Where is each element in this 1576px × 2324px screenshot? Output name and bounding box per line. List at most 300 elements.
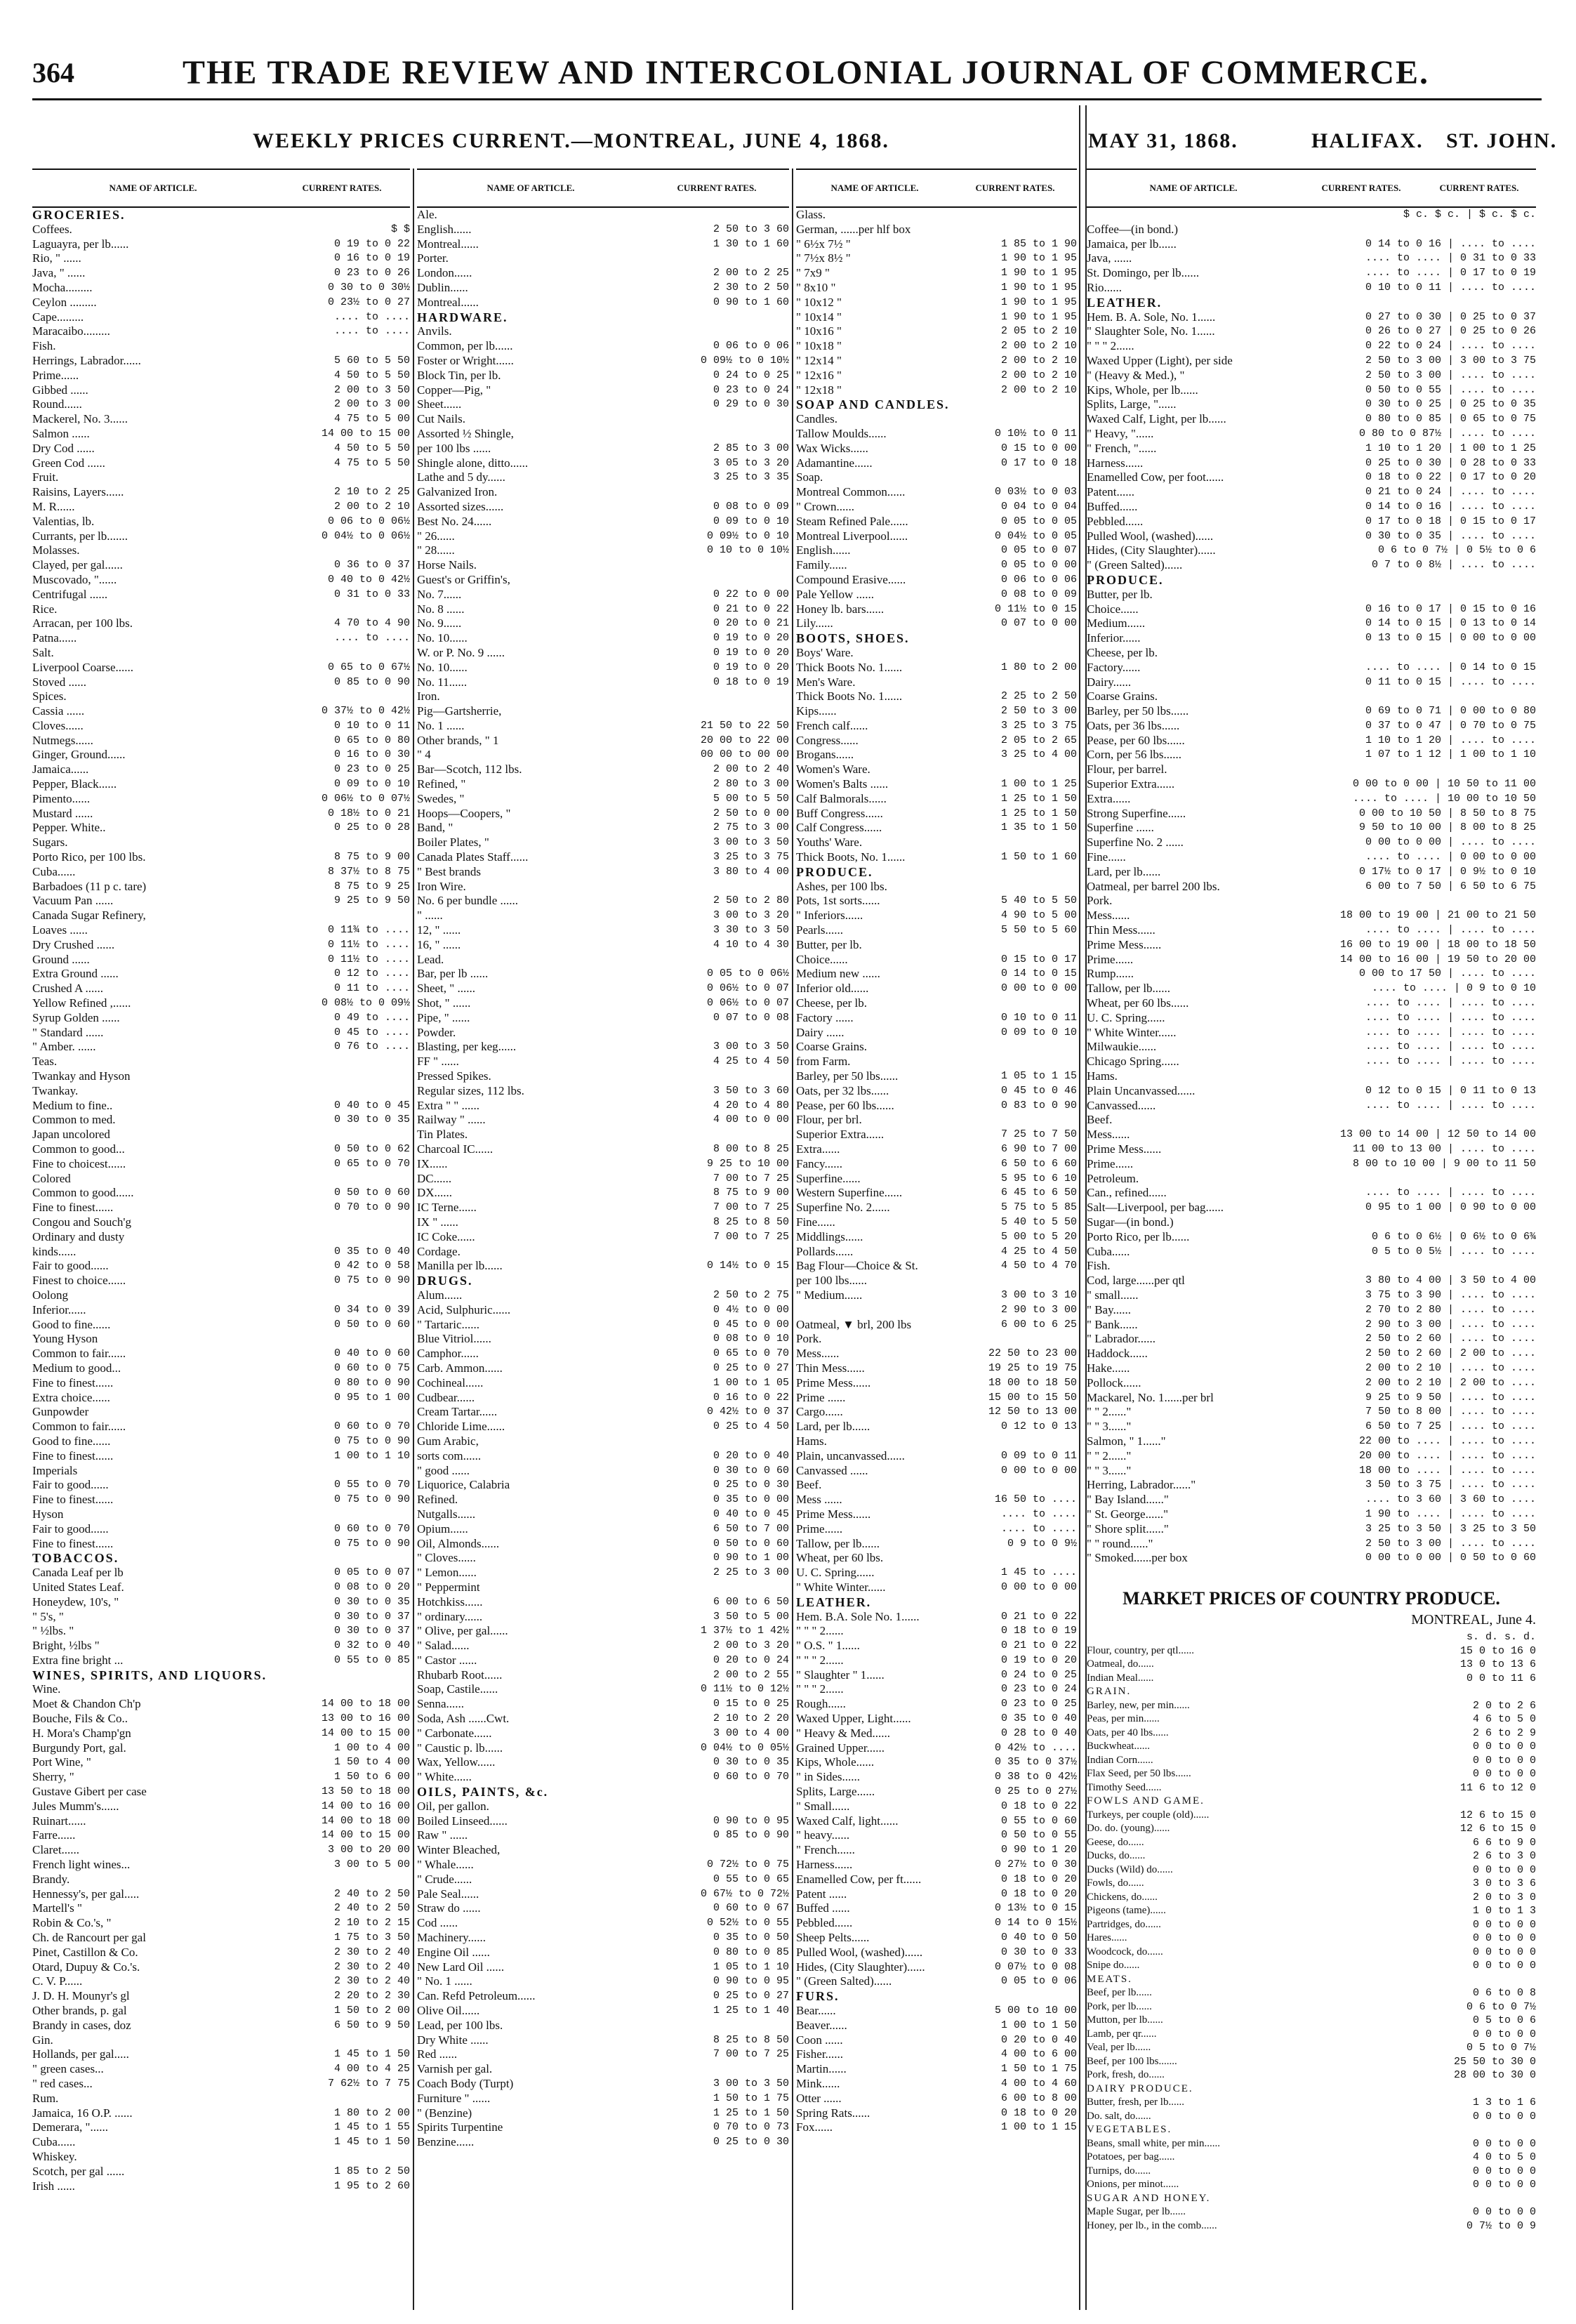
article-name: " Crown......: [796, 499, 854, 513]
article-name: Common, per lb......: [417, 339, 513, 353]
price-row: [1087, 1630, 1536, 1644]
rate-value: 1 37½ to 1 42½: [700, 1625, 789, 1637]
rates-header: CURRENT RATES.: [302, 182, 382, 193]
price-row: [796, 1434, 1077, 1449]
article-name: " Heavy, "......: [1087, 426, 1154, 440]
article-name: Alum......: [417, 1288, 463, 1302]
rate-value: 6 00 to 6 25: [1000, 1318, 1077, 1331]
price-row: [796, 2062, 1077, 2077]
price-row: [417, 1478, 789, 1493]
article-name: Pearls......: [796, 923, 844, 937]
rate-value: 0 25 to 0 27½: [994, 1785, 1077, 1798]
article-name: kinds......: [32, 1244, 77, 1258]
rate-value: 1 05 to 1 15: [1000, 1070, 1077, 1083]
article-name: Flour, per brl.: [796, 1113, 862, 1127]
price-row: [417, 2033, 789, 2048]
article-name: Oatmeal, per barrel 200 lbs.: [1087, 879, 1220, 893]
rate-value: 14 00 to 15 00: [321, 427, 410, 440]
rate-value: 2 50 to 2 60 | 2 00 to ....: [1365, 1347, 1536, 1360]
price-row: [796, 880, 1077, 894]
price-row: [32, 1318, 410, 1333]
price-row: [32, 734, 410, 748]
price-row: [417, 909, 789, 923]
price-row: [32, 397, 410, 412]
article-name: Strong Superfine......: [1087, 806, 1186, 820]
article-name: Foster or Wright......: [417, 353, 514, 367]
article-name: Fair to good......: [32, 1259, 109, 1273]
article-name: Fine to finest......: [32, 1493, 114, 1507]
rate-value: 0 95 to 1 00 | 0 90 to 0 00: [1365, 1201, 1536, 1214]
article-name: Band, ": [417, 821, 453, 835]
section-heading: PRODUCE.: [796, 864, 873, 879]
article-name: Prime......: [32, 368, 79, 382]
article-name: Hotchkiss......: [417, 1595, 483, 1609]
price-row: [1087, 2014, 1536, 2028]
header-rule: [32, 98, 1542, 100]
section-heading: VEGETABLES.: [1087, 2124, 1172, 2135]
rate-value: 0 95 to 1 00: [333, 1391, 410, 1404]
price-row: [417, 1974, 789, 1989]
article-name: Lard, per lb......: [796, 1420, 870, 1434]
price-row: [1087, 1288, 1536, 1303]
price-row: [1087, 1727, 1536, 1741]
price-column-maritime: [1087, 169, 1536, 1566]
article-name: Rum.: [32, 2091, 59, 2105]
article-name: Wine.: [32, 1682, 61, 1696]
price-row: [796, 1770, 1077, 1785]
price-row: [796, 1697, 1077, 1712]
article-name: Otter ......: [796, 2091, 842, 2105]
article-name: Pipe, " ......: [417, 1010, 470, 1024]
price-row: [417, 1347, 789, 1361]
article-name: Nutgalls......: [417, 1507, 476, 1521]
rate-value: 0 0 to 0 0: [1472, 1960, 1536, 1972]
article-name: Hams.: [1087, 1069, 1118, 1083]
price-row: [32, 762, 410, 777]
article-name: Oil, Almonds......: [417, 1536, 500, 1550]
rate-value: 0 90 to 0 95: [713, 1975, 789, 1988]
rate-value: 2 05 to 2 10: [1000, 325, 1077, 338]
price-row: [32, 1288, 410, 1303]
article-name: Factory ......: [796, 1010, 854, 1024]
article-name: Spirits Turpentine: [417, 2120, 503, 2134]
rate-value: 0 36 to 0 37: [333, 559, 410, 572]
article-name: Flour, per barrel.: [1087, 762, 1167, 777]
article-name: Dry White ......: [417, 2033, 489, 2047]
rate-value: 0 00 to 17 50 | .... to ....: [1358, 968, 1536, 980]
price-row: [796, 2033, 1077, 2048]
price-row: [796, 1682, 1077, 1697]
rate-value: 2 50 to 2 75: [713, 1288, 789, 1301]
price-row: [796, 1522, 1077, 1537]
article-name: Calf Balmorals......: [796, 791, 887, 805]
article-name: Pepper. White..: [32, 821, 106, 835]
price-row: [796, 588, 1077, 602]
article-name: Furniture " ......: [417, 2091, 491, 2105]
article-name: Grained Upper......: [796, 1741, 885, 1755]
article-name: " Caustic p. lb......: [417, 1741, 503, 1755]
market-title: MARKET PRICES OF COUNTRY PRODUCE.: [1123, 1588, 1500, 1609]
article-name: No. 10......: [417, 660, 468, 674]
rate-value: 8 00 to 10 00 | 9 00 to 11 50: [1352, 1157, 1536, 1170]
rate-value: 0 05 to 0 06½: [706, 968, 789, 980]
article-name: Herring, Labrador......": [1087, 1478, 1196, 1492]
rate-value: 0 0 to 11 6: [1466, 1672, 1536, 1684]
rate-value: 21 50 to 22 50: [700, 719, 789, 732]
price-row: [796, 1201, 1077, 1215]
rate-value: .... to .... | 0 17 to 0 19: [1365, 267, 1536, 279]
price-row: [1087, 616, 1536, 631]
article-name: Engine Oil ......: [417, 1945, 490, 1959]
rate-value: 0 16 to 0 17 | 0 15 to 0 16: [1365, 602, 1536, 615]
article-name: Cod, large......per qtl: [1087, 1274, 1185, 1288]
rate-value: 0 65 to 0 70: [713, 1347, 789, 1360]
price-row: [32, 1040, 410, 1055]
rate-value: 0 12 to 0 13: [1000, 1420, 1077, 1433]
article-name: Liverpool Coarse......: [32, 660, 133, 674]
rate-value: 0 45 to 0 00: [713, 1318, 789, 1331]
price-row: [796, 1011, 1077, 1026]
article-name: Teas.: [32, 1055, 58, 1069]
price-row: [32, 2019, 410, 2033]
rate-value: 0 04½ to 0 06½: [321, 529, 410, 542]
price-row: [417, 1113, 789, 1128]
price-row: [1087, 1507, 1536, 1522]
rate-value: 1 00 to 1 25: [1000, 778, 1077, 791]
price-row: [32, 616, 410, 631]
rate-value: 0 16 to 0 19: [333, 252, 410, 265]
rate-value: 0 16 to 0 22: [713, 1391, 789, 1404]
price-row: [417, 1653, 789, 1668]
price-row: [796, 1537, 1077, 1552]
rate-value: .... to .... | .... to ....: [1365, 1099, 1536, 1111]
rate-value: 0 11 to 0 15 | .... to ....: [1365, 675, 1536, 688]
article-name: Hem. B.A. Sole No. 1......: [796, 1609, 920, 1623]
rate-value: 4 50 to 5 50: [333, 369, 410, 381]
rate-value: 4 00 to 0 00: [713, 1114, 789, 1126]
article-name: Tallow, per lb......: [796, 1536, 880, 1550]
price-row: [1087, 500, 1536, 515]
price-row: [1087, 762, 1536, 777]
price-row: [32, 1391, 410, 1406]
price-row: [417, 689, 789, 704]
price-row: [417, 675, 789, 690]
price-row: [32, 821, 410, 836]
article-name: Chickens, do......: [1087, 1891, 1158, 1903]
price-row: [417, 2120, 789, 2135]
rate-value: 1 00 to 1 10: [333, 1449, 410, 1462]
article-name: Salt—Liverpool, per bag......: [1087, 1201, 1224, 1215]
article-name: Congress......: [796, 733, 859, 747]
column-rows: [796, 208, 1077, 2135]
rate-value: 0 30 to 0 37: [333, 1610, 410, 1623]
article-name: Raw " ......: [417, 1828, 468, 1842]
price-row: [796, 529, 1077, 544]
price-row: [796, 894, 1077, 909]
price-row: [796, 1653, 1077, 1668]
article-name: " ½lbs. ": [32, 1624, 74, 1638]
article-name: Women's Ware.: [796, 762, 870, 777]
price-row: [32, 1245, 410, 1260]
article-name: M. R......: [32, 499, 75, 513]
article-name: Wax, Yellow......: [417, 1755, 496, 1769]
rate-value: 2 30 to 2 40: [333, 1975, 410, 1988]
article-name: Can., refined......: [1087, 1186, 1167, 1200]
section-heading: FOWLS AND GAME.: [1087, 1795, 1205, 1807]
price-row: [417, 938, 789, 953]
price-row: [32, 923, 410, 938]
price-row: [32, 938, 410, 953]
price-row: [417, 588, 789, 602]
article-name: Waxed Calf, light......: [796, 1814, 899, 1828]
price-row: [417, 1011, 789, 1026]
rate-value: 0 18 to 0 19: [1000, 1625, 1077, 1637]
rate-value: 22 50 to 23 00: [988, 1347, 1077, 1360]
rate-value: 0 34 to 0 39: [333, 1303, 410, 1316]
rate-value: 5 60 to 5 50: [333, 354, 410, 367]
rate-value: 0 7 to 0 8½ | .... to ....: [1371, 559, 1536, 572]
rate-value: 1 90 to 1 95: [1000, 281, 1077, 293]
price-row: [1087, 2068, 1536, 2082]
article-name: Pepper, Black......: [32, 777, 117, 791]
price-row: [32, 953, 410, 968]
article-name: Superior Extra......: [1087, 777, 1175, 791]
article-name: Turnips, do......: [1087, 2165, 1151, 2177]
rate-value: 2 00 to 2 10: [1000, 340, 1077, 352]
article-name: English......: [796, 543, 851, 557]
price-row: [417, 1624, 789, 1639]
price-row: [1087, 1201, 1536, 1215]
rate-value: 0 08 to 0 10: [713, 1333, 789, 1345]
price-row: [796, 383, 1077, 398]
rate-value: 0 25 to 0 28: [333, 821, 410, 834]
rate-value: 0 19 to 0 22: [333, 237, 410, 250]
article-name: Inferior old......: [796, 982, 869, 996]
article-name: Boys' Ware.: [796, 645, 854, 659]
rate-value: 0 12 to 0 15 | 0 11 to 0 13: [1365, 1084, 1536, 1097]
article-name: Mess......: [796, 1347, 840, 1361]
article-name: Coarse Grains.: [1087, 689, 1158, 704]
article-name: Spring Rats......: [796, 2106, 870, 2120]
price-row: [796, 1828, 1077, 1843]
rate-value: 2 50 to 2 80: [713, 894, 789, 907]
price-row: [417, 865, 789, 880]
price-row: [417, 1843, 789, 1858]
article-name: Steam Refined Pale......: [796, 514, 908, 528]
article-name: Olive Oil......: [417, 2004, 480, 2018]
article-name: Twankay.: [32, 1083, 79, 1097]
article-name: " White Winter......: [796, 1580, 886, 1594]
price-row: [417, 442, 789, 456]
article-name: " red cases...: [32, 2077, 93, 2090]
rate-value: 0 60 to 0 70: [333, 1522, 410, 1535]
price-row: [1087, 251, 1536, 266]
price-row: [796, 1814, 1077, 1829]
halifax-label: HALIFAX.: [1311, 129, 1424, 152]
article-name: Medium......: [1087, 616, 1146, 630]
rate-value: 5 00 to 10 00: [994, 2005, 1077, 2017]
price-row: [1087, 704, 1536, 719]
rate-value: 0 35 to 0 50: [713, 1932, 789, 1944]
article-name: Tin Plates.: [417, 1128, 468, 1142]
article-name: Congou and Souch'g: [32, 1215, 131, 1229]
article-name: Prime......: [1087, 1156, 1134, 1170]
price-row: [32, 982, 410, 996]
rate-value: 16 00 to 19 00 | 18 00 to 18 50: [1339, 938, 1536, 951]
price-row: [32, 996, 410, 1011]
price-row: [1087, 2096, 1536, 2110]
rate-value: 0 30 to 0 25 | 0 25 to 0 35: [1365, 398, 1536, 411]
rate-value: 0 55 to 0 70: [333, 1479, 410, 1491]
rate-value: 0 07½ to 0 08: [994, 1960, 1077, 1973]
price-row: [417, 967, 789, 982]
rate-value: 12 6 to 15 0: [1459, 1809, 1536, 1821]
rate-value: 0 11½ to 0 12½: [700, 1683, 789, 1696]
section-heading: PRODUCE.: [1087, 572, 1164, 587]
rate-value: 4 75 to 5 00: [333, 413, 410, 425]
rate-value: 2 50 to 3 00: [1000, 705, 1077, 718]
price-row: [1087, 558, 1536, 573]
price-row: [417, 1157, 789, 1172]
rate-value: 20 00 to 22 00: [700, 734, 789, 746]
article-name: Cuba......: [32, 2135, 76, 2149]
rate-value: 0 0 to 0 0: [1472, 2028, 1536, 2040]
section-heading: OILS, PAINTS, &c.: [417, 1785, 549, 1800]
article-name: " ......: [417, 909, 443, 923]
rate-value: 3 25 to 3 75: [1000, 719, 1077, 732]
article-name: " 12x18 ": [796, 383, 842, 397]
article-name: Cochineal......: [417, 1375, 484, 1389]
article-name: Youths' Ware.: [796, 836, 863, 850]
article-name: Barley, per 50 lbs......: [796, 1069, 899, 1083]
article-name: Wax Wicks......: [796, 441, 868, 455]
rate-value: 3 0 to 3 6: [1472, 1877, 1536, 1889]
rate-value: 0 42½ to ....: [994, 1741, 1077, 1754]
price-row: [417, 1682, 789, 1697]
article-name: Montreal Liverpool......: [796, 529, 908, 543]
rate-value: 0 00 to 0 00 | 10 50 to 11 00: [1352, 778, 1536, 791]
price-row: [796, 1916, 1077, 1931]
article-name: English......: [417, 222, 472, 236]
article-name: Partridges, do......: [1087, 1918, 1161, 1930]
article-name: Calf Congress......: [796, 821, 882, 835]
price-row: [32, 1989, 410, 2004]
price-row: [32, 1960, 410, 1975]
price-row: [796, 310, 1077, 325]
price-row: [796, 1931, 1077, 1946]
rate-value: 0 23½ to 0 27: [327, 296, 410, 308]
price-row: [417, 1800, 789, 1814]
article-name: Mess ......: [796, 1493, 842, 1507]
rate-value: 0 42 to 0 58: [333, 1260, 410, 1272]
rate-value: 0 30 to 0 30½: [327, 281, 410, 293]
price-row: [796, 1946, 1077, 1960]
price-row: [417, 2047, 789, 2062]
price-row: [796, 1449, 1077, 1464]
article-name: " " " 2......: [1087, 339, 1134, 353]
rate-value: 2 75 to 3 00: [713, 821, 789, 834]
rate-value: 0 50 to 0 55 | .... to ....: [1365, 383, 1536, 396]
price-row: [1087, 1186, 1536, 1201]
article-name: Porto Rico, per 100 lbs.: [32, 850, 146, 864]
article-name: " Castor ......: [417, 1653, 477, 1667]
article-name: " No. 1 ......: [417, 1974, 472, 1988]
price-row: [32, 500, 410, 515]
article-name: Hides, (City Slaughter)......: [796, 1960, 925, 1974]
rate-value: 2 80 to 3 00: [713, 778, 789, 791]
article-name: Liquorice, Calabria: [417, 1478, 510, 1492]
price-row: [796, 982, 1077, 996]
price-row: [796, 1055, 1077, 1069]
rate-value: 0 65 to 0 67½: [327, 661, 410, 673]
article-name: Ordinary and dusty: [32, 1229, 125, 1243]
price-row: [417, 1727, 789, 1741]
article-name: IC Terne......: [417, 1201, 477, 1215]
rate-value: 0 18 to 0 20: [1000, 1873, 1077, 1885]
price-row: [796, 1405, 1077, 1420]
price-row: [1087, 1274, 1536, 1288]
price-row: [796, 2077, 1077, 2092]
price-row: [32, 515, 410, 529]
price-row: [796, 339, 1077, 354]
section-heading: TOBACCOS.: [32, 1551, 119, 1566]
price-row: [796, 675, 1077, 690]
stjohn-label: ST. JOHN.: [1446, 129, 1558, 152]
article-name: Cargo......: [796, 1405, 843, 1419]
price-row: [32, 1931, 410, 1946]
price-row: [32, 470, 410, 485]
article-name: Buffed......: [1087, 499, 1138, 513]
price-row: [1087, 369, 1536, 383]
price-row: [417, 485, 789, 500]
price-row: [417, 1493, 789, 1507]
price-column-1: [32, 169, 410, 2193]
rate-value: 2 50 to 0 00: [713, 807, 789, 819]
article-name: " 10x14 ": [796, 310, 842, 324]
rate-value: 4 25 to 4 50: [713, 1055, 789, 1068]
price-row: [796, 324, 1077, 339]
rate-value: 14 00 to 18 00: [321, 1814, 410, 1827]
rate-value: 1 80 to 2 00: [333, 2106, 410, 2119]
article-name: Pork, per lb......: [1087, 2000, 1152, 2012]
article-name: Raisins, Layers......: [32, 485, 124, 499]
rate-value: 0 30 to 0 35: [713, 1756, 789, 1769]
rate-value: 3 75 to 3 90 | .... to ....: [1365, 1288, 1536, 1301]
price-row: [1087, 1376, 1536, 1391]
article-name: Rump......: [1087, 967, 1134, 981]
price-row: [32, 1595, 410, 1610]
article-name: Spices.: [32, 689, 67, 704]
article-name: Inferior......: [1087, 631, 1141, 645]
price-row: [796, 1858, 1077, 1873]
price-row: [32, 1434, 410, 1449]
rate-value: 15 00 to 15 50: [988, 1391, 1077, 1404]
price-row: [417, 1858, 789, 1873]
article-name: Anvils.: [417, 324, 452, 338]
price-row: [417, 1770, 789, 1785]
rate-value: 2 25 to 3 00: [713, 1566, 789, 1579]
rate-value: 2 10 to 2 25: [333, 486, 410, 499]
price-row: [32, 675, 410, 690]
price-row: [796, 1624, 1077, 1639]
price-row: [1087, 1303, 1536, 1318]
article-name: " (Heavy & Med.), ": [1087, 368, 1185, 382]
montreal-subtitle: WEEKLY PRICES CURRENT.—MONTREAL, JUNE 4, 1868.: [253, 129, 889, 152]
price-row: [796, 1332, 1077, 1347]
price-row: [1087, 1754, 1536, 1768]
name-header: NAME OF ARTICLE.: [486, 182, 575, 193]
article-name: " Olive, per gal......: [417, 1624, 508, 1638]
